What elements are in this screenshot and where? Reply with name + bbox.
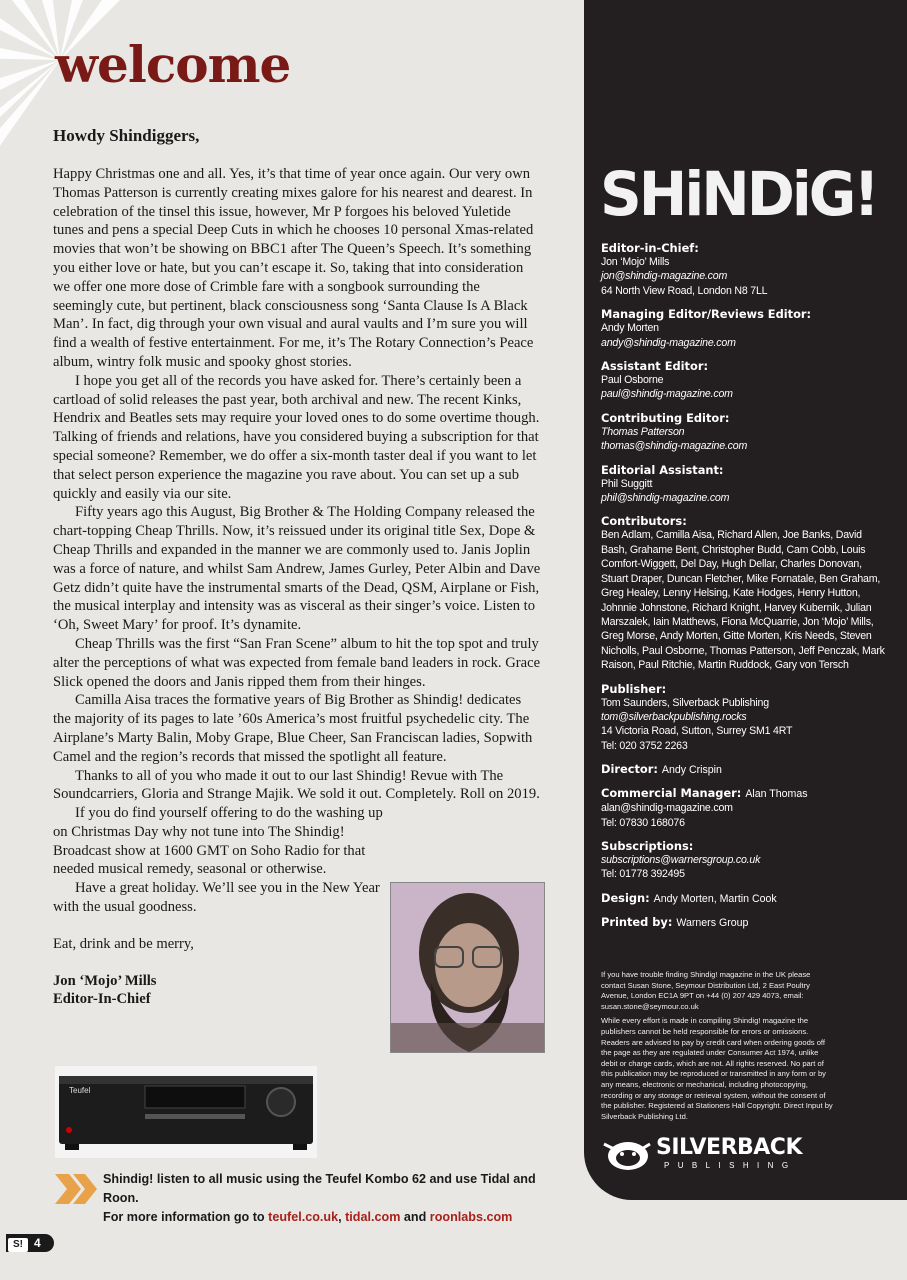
publisher-logo-word: SILVERBACK bbox=[656, 1135, 803, 1160]
credit-heading: Commercial Manager: Alan Thomas bbox=[601, 786, 808, 801]
teufel-link[interactable]: teufel.co.uk bbox=[268, 1210, 339, 1224]
masthead-sidebar bbox=[584, 0, 907, 1200]
credit-heading: Editorial Assistant: bbox=[601, 462, 724, 477]
credit-heading: Printed by: Warners Group bbox=[601, 914, 749, 929]
credit-line: 14 Victoria Road, Sutton, Surrey SM1 4RT bbox=[601, 725, 793, 738]
credit-line: Tel: 07830 168076 bbox=[601, 816, 685, 829]
credit-heading: Publisher: bbox=[601, 681, 667, 696]
editor-photo bbox=[390, 882, 545, 1053]
signature-name: Jon ‘Mojo’ Mills bbox=[53, 972, 157, 989]
credit-heading: Assistant Editor: bbox=[601, 359, 708, 374]
credit-line: andy@shindig-magazine.com bbox=[601, 336, 736, 349]
silverback-logo bbox=[602, 1136, 827, 1174]
credit-line: Tom Saunders, Silverback Publishing bbox=[601, 696, 769, 709]
letter-closing: Eat, drink and be merry, bbox=[53, 935, 194, 952]
credit-line: alan@shindig-magazine.com bbox=[601, 802, 733, 815]
credit-line: Paul Osborne bbox=[601, 374, 664, 387]
credit-block bbox=[601, 839, 886, 882]
credit-heading: Contributors: bbox=[601, 514, 687, 529]
credit-block bbox=[601, 762, 886, 777]
signature-title: Editor-In-Chief bbox=[53, 991, 151, 1008]
credit-inline-name: Andy Crispin bbox=[661, 764, 722, 777]
credit-line: 64 North View Road, London N8 7LL bbox=[601, 284, 768, 297]
credit-inline-name: Warners Group bbox=[676, 916, 749, 929]
credit-line: Andy Morten bbox=[601, 322, 659, 335]
page-number: 4 bbox=[34, 1236, 41, 1250]
credit-block bbox=[601, 891, 886, 906]
credit-block bbox=[601, 915, 886, 930]
credit-line: tom@silverbackpublishing.rocks bbox=[601, 710, 747, 723]
letter-paragraph: If you do find yourself offering to do the washing up on Christmas Day why not tune into The Shindig! Broadcast show at 1600 GMT on Soho Radio for that needed musical remedy, seasonal or otherwise. bbox=[53, 805, 383, 878]
amplifier-image bbox=[55, 1066, 317, 1158]
promo-line-1: Shindig! listen to all music using the Teufel Kombo 62 and use Tidal and Roon. bbox=[103, 1172, 536, 1205]
credit-block bbox=[601, 241, 886, 298]
credit-block bbox=[601, 463, 886, 506]
credit-line: Tel: 020 3752 2263 bbox=[601, 739, 688, 752]
credit-inline-name: Alan Thomas bbox=[745, 788, 808, 801]
fine-print bbox=[601, 970, 833, 1126]
credits-list bbox=[601, 241, 886, 939]
tidal-link[interactable]: tidal.com bbox=[345, 1210, 401, 1224]
letter-paragraph: I hope you get all of the records you have asked for. There’s certainly been a cartload of solid releases the past year, both archival and new. The recent Kinks, Hendrix and Beatles sets may require your loved ones to do some overtime though. Talking of friends and relations, have you considered buying a subscription for that special someone? Remember, we do offer a six-month taster deal if you want to let that select person experience the magazine you rave about. You can set up a sub quickly and easily via our site. bbox=[53, 372, 540, 502]
gorilla-icon bbox=[602, 1136, 652, 1172]
letter-paragraph: Happy Christmas one and all. Yes, it’s that time of year once again. Our very own Thomas Patterson is currently creating mixes galore for his nearest and dearest. In celebration of the tinsel this issue, however, Mr P forgoes his beloved Yuletide tunes and pens a special Deep Cuts in which he chooses 10 personal Xmas-related movies that won’t be showing on BBC1 after The Queen’s Speech. It’s something you either love or hate, but you can’t escape it. So, taking that into consideration we offer one more dose of Crimble fare with a songbook surrounding the seemingly cute, but pertinent, black consciousness song ‘Santa Clause Is A Black Man’. In fact, dig through your own visual and aural vaults and I’m sure you will find a wealth of festive entertainment. For me, it’s The Rotary Connection’s Peace album, wintry folk music and spooky ghost stories. bbox=[53, 166, 534, 370]
roon-link[interactable]: roonlabs.com bbox=[429, 1210, 513, 1224]
credit-block bbox=[601, 411, 886, 454]
credit-line: Phil Suggitt bbox=[601, 477, 653, 490]
credit-heading: Managing Editor/Reviews Editor: bbox=[601, 307, 812, 322]
arrow-icon bbox=[55, 1172, 99, 1206]
page-title: welcome bbox=[55, 35, 291, 94]
promo-line-2: For more information go to teufel.co.uk, tidal.com and roonlabs.com bbox=[103, 1210, 513, 1224]
credit-line: Ben Adlam, Camilla Aisa, Richard Allen, Joe Banks, David Bash, Grahame Bent, Christopher Budd, Cam Cobb, Louis Comfort-Wiggett, Del Day, Hugh Dellar, Charles Donovan, Stuart Draper, Duncan Fletcher, Mike Fornatale, Ben Graham, Greg Healey, Lenny Helsing, Kate Hodges, Henry Hutton, Johnnie Johnstone, Richard Knight, Harvey Kubernik, Julian Marszalek, Iain Matthews, Fiona McQuarrie, Jon ‘Mojo’ Mills, Greg Morse, Andy Morten, Gitte Morten, Kris Needs, Steven Nicholls, Paul Osborne, Thomas Patterson, Jeff Penczak, Mark Raison, Paul Ritchie, Martin Ruddock, Gary von Tersch bbox=[601, 529, 885, 672]
credit-heading: Editor-in-Chief: bbox=[601, 241, 699, 255]
credit-line: thomas@shindig-magazine.com bbox=[601, 440, 748, 453]
credit-block bbox=[601, 359, 886, 402]
credit-heading: Contributing Editor: bbox=[601, 410, 730, 425]
letter-paragraph: Cheap Thrills was the first “San Fran Scene” album to hit the top spot and truly alter the perceptions of what was expected from female band leaders in rock. Grace Slick opened the doors and Janis ripped them from their hinges. bbox=[53, 635, 541, 690]
credit-line: Thomas Patterson bbox=[601, 425, 685, 438]
letter-paragraph: Have a great holiday. We’ll see you in the New Year with the usual goodness. bbox=[53, 880, 380, 916]
credit-line: jon@shindig-magazine.com bbox=[601, 270, 728, 283]
letter-paragraph: Fifty years ago this August, Big Brother & The Holding Company released the chart-topping Cheap Thrills. Now, it’s reissued under its original title Sex, Dope & Cheap Thrills and expanded in the manner we are commonly used to. Janis Joplin was a force of nature, and whilst Sam Andrew, James Gurley, Peter Albin and Dave Getz didn’t quite have the instrumental smarts of the Dead, QSM, Airplane or Fish, the musical interplay and intensity was as visceral as their singer’s voice. Listen to ‘Oh, Sweet Mary’ for proof. It’s dynamite. bbox=[53, 504, 541, 634]
credit-line: phil@shindig-magazine.com bbox=[601, 492, 730, 505]
letter-paragraph: Camilla Aisa traces the formative years of Big Brother as Shindig! dedicates the majority of its pages to late ’60s America’s most fruitful psychedelic city. The Airplane’s Marty Balin, Moby Grape, Blue Cheer, San Franciscan ladies, Sopwith Camel and the region’s records that missed the spotlight all feature. bbox=[53, 692, 533, 765]
credit-heading: Director: Andy Crispin bbox=[601, 762, 722, 777]
credit-line: Tel: 01778 392495 bbox=[601, 868, 685, 881]
credit-heading: Subscriptions: bbox=[601, 838, 694, 853]
page-badge-logo: S! bbox=[8, 1238, 28, 1252]
publisher-logo-sub: PUBLISHING bbox=[664, 1161, 797, 1170]
credit-line: subscriptions@warnersgroup.co.uk bbox=[601, 853, 761, 866]
amp-brand: Teufel bbox=[69, 1086, 91, 1095]
credit-block bbox=[601, 307, 886, 350]
credit-inline-name: Andy Morten, Martin Cook bbox=[653, 892, 777, 905]
greeting: Howdy Shindiggers, bbox=[53, 126, 200, 145]
letter-paragraph: Thanks to all of you who made it out to our last Shindig! Revue with The Soundcarriers, Gloria and Strange Majik. We sold it out. Completely. Roll on 2019. bbox=[53, 767, 540, 803]
credit-heading: Design: Andy Morten, Martin Cook bbox=[601, 890, 777, 905]
credit-block bbox=[601, 514, 886, 672]
page-number-badge bbox=[6, 1234, 54, 1252]
legal-notice: While every effort is made in compiling Shindig! magazine the publishers cannot be held responsible for errors or omissions. Readers are advised to pay by credit card when ordering goods off the page as they are regulated under Consumer Act 1974, unlike debit or charge cards, which are not. All rights reserved. No part of this publication may be reproduced or transmitted in any form or by any means, electronic or mechanical, including photocopying, recording or any storage or retrieval system, without the consent of the publisher. Registered at Stationers Hall Copyright. Direct Input by Silverback Publishing Ltd. bbox=[601, 1016, 833, 1121]
credit-line: paul@shindig-magazine.com bbox=[601, 388, 733, 401]
credit-block bbox=[601, 682, 886, 754]
shindig-logo: SHiNDiG! bbox=[600, 158, 877, 230]
credit-line: Jon ‘Mojo’ Mills bbox=[601, 256, 670, 268]
distribution-notice: If you have trouble finding Shindig! magazine in the UK please contact Susan Stone, Seymour Distribution Ltd, 2 East Poultry Avenue, London EC1A 9PT on +44 (0) 207 429 4073, email: susan.stone@seymour.co.uk bbox=[601, 970, 811, 1011]
credit-block bbox=[601, 786, 886, 830]
